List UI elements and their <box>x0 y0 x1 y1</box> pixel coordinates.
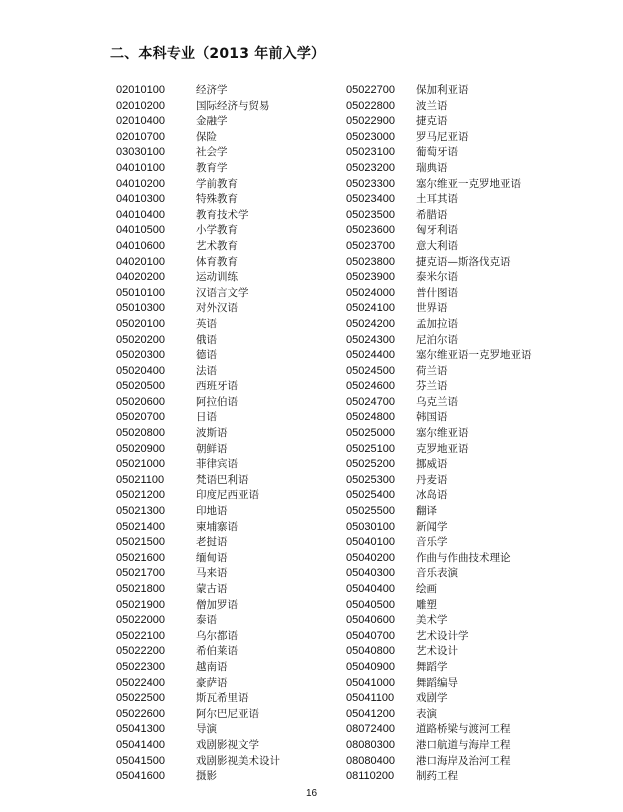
major-code: 05023000 <box>346 130 395 143</box>
major-code: 05024500 <box>346 364 395 377</box>
major-code: 05040700 <box>346 629 395 642</box>
major-code: 08080400 <box>346 754 395 767</box>
major-name: 教育学 <box>196 161 228 174</box>
major-name: 乌尔都语 <box>196 629 238 642</box>
major-name: 国际经济与贸易 <box>196 99 270 112</box>
major-row <box>346 488 606 504</box>
major-code: 05022800 <box>346 99 395 112</box>
major-code: 05024800 <box>346 411 395 424</box>
major-row <box>116 457 376 473</box>
major-code: 05041000 <box>346 676 395 689</box>
major-name: 特殊教育 <box>196 193 238 206</box>
major-name: 雕塑 <box>416 598 437 611</box>
major-name: 泰语 <box>196 614 217 627</box>
major-row <box>116 239 376 255</box>
major-name: 音乐学 <box>416 536 448 549</box>
major-row <box>116 707 376 723</box>
major-code: 05041200 <box>346 707 395 720</box>
major-row <box>346 535 606 551</box>
major-row <box>116 566 376 582</box>
major-name: 朝鲜语 <box>196 442 228 455</box>
major-code: 05040500 <box>346 598 395 611</box>
major-name: 乌克兰语 <box>416 395 458 408</box>
major-row <box>116 270 376 286</box>
major-row <box>116 192 376 208</box>
major-code: 05023600 <box>346 224 395 237</box>
major-code: 05024200 <box>346 317 395 330</box>
major-row <box>116 348 376 364</box>
major-code: 05022100 <box>116 629 165 642</box>
major-name: 波兰语 <box>416 99 448 112</box>
major-code: 05040900 <box>346 660 395 673</box>
major-row <box>346 582 606 598</box>
major-code: 05020300 <box>116 349 165 362</box>
major-code: 02010700 <box>116 130 165 143</box>
major-row <box>116 722 376 738</box>
major-name: 芬兰语 <box>416 380 448 393</box>
major-name: 美术学 <box>416 614 448 627</box>
major-name: 艺术教育 <box>196 239 238 252</box>
major-name: 学前教育 <box>196 177 238 190</box>
page-number: 16 <box>305 788 318 799</box>
major-row <box>346 457 606 473</box>
major-row <box>346 629 606 645</box>
major-row <box>116 691 376 707</box>
major-name: 马来语 <box>196 567 228 580</box>
major-row <box>116 754 376 770</box>
major-name: 捷克语 <box>416 115 448 128</box>
major-name: 金融学 <box>196 115 228 128</box>
major-name: 港口海岸及治河工程 <box>416 754 511 767</box>
major-name: 蒙古语 <box>196 583 228 595</box>
major-name: 罗马尼亚语 <box>416 130 469 143</box>
major-name: 小学教育 <box>196 224 238 237</box>
major-row <box>346 769 606 785</box>
major-row <box>116 379 376 395</box>
major-code: 05023800 <box>346 255 395 268</box>
major-code: 04010200 <box>116 177 165 190</box>
major-name: 冰岛语 <box>416 489 448 502</box>
major-code: 05022600 <box>116 707 165 720</box>
major-code: 05021700 <box>116 567 165 580</box>
major-code: 05040800 <box>346 645 395 658</box>
major-name: 表演 <box>416 707 437 720</box>
major-row <box>116 177 376 193</box>
major-row <box>346 707 606 723</box>
major-code: 05021400 <box>116 520 165 533</box>
major-code: 05021300 <box>116 505 165 518</box>
major-row <box>116 286 376 302</box>
major-row <box>116 738 376 754</box>
major-row <box>116 504 376 520</box>
major-row <box>346 691 606 707</box>
major-row <box>346 722 606 738</box>
major-name: 阿尔巴尼亚语 <box>196 707 259 720</box>
major-row <box>116 364 376 380</box>
major-name: 新闻学 <box>416 520 448 533</box>
major-code: 05022500 <box>116 692 165 705</box>
major-row <box>346 551 606 567</box>
major-name: 体育教育 <box>196 255 238 268</box>
major-name: 印度尼西亚语 <box>196 489 259 502</box>
major-code: 05041300 <box>116 723 165 736</box>
major-name: 戏剧影视文学 <box>196 738 259 751</box>
major-row <box>346 660 606 676</box>
major-row <box>346 99 606 115</box>
major-code: 04020200 <box>116 271 165 284</box>
major-row <box>346 473 606 489</box>
major-name: 舞蹈编导 <box>416 676 458 689</box>
major-name: 西班牙语 <box>196 380 238 393</box>
major-row <box>346 364 606 380</box>
major-row <box>346 598 606 614</box>
major-code: 05020400 <box>116 364 165 377</box>
major-code: 05023900 <box>346 271 395 284</box>
major-code: 05020500 <box>116 380 165 393</box>
major-code: 05023700 <box>346 239 395 252</box>
major-name: 孟加拉语 <box>416 317 458 330</box>
major-row <box>116 410 376 426</box>
major-code: 05040200 <box>346 551 395 564</box>
major-row <box>346 348 606 364</box>
major-code: 05021200 <box>116 489 165 502</box>
major-code: 05021800 <box>116 583 165 595</box>
major-row <box>116 317 376 333</box>
major-code: 05021100 <box>116 473 165 486</box>
major-row <box>346 410 606 426</box>
major-row <box>346 130 606 146</box>
major-row <box>116 769 376 785</box>
major-name: 翻译 <box>416 505 437 518</box>
major-name: 道路桥梁与渡河工程 <box>416 723 511 736</box>
major-code: 05023500 <box>346 208 395 221</box>
major-name: 制药工程 <box>416 770 458 783</box>
major-code: 05024600 <box>346 380 395 393</box>
major-name: 豪萨语 <box>196 676 228 689</box>
major-row <box>116 426 376 442</box>
major-row <box>116 629 376 645</box>
major-row <box>116 161 376 177</box>
major-name: 老挝语 <box>196 536 228 549</box>
major-name: 普什图语 <box>416 286 458 299</box>
major-row <box>116 130 376 146</box>
major-name: 意大利语 <box>416 239 458 252</box>
major-row <box>116 333 376 349</box>
major-code: 05022700 <box>346 84 395 96</box>
major-name: 波斯语 <box>196 427 228 440</box>
major-code: 05010300 <box>116 302 165 315</box>
major-row <box>346 192 606 208</box>
major-code: 04010100 <box>116 161 165 174</box>
major-row <box>346 395 606 411</box>
major-name: 戏剧学 <box>416 692 448 705</box>
major-code: 05040400 <box>346 583 395 595</box>
major-code: 05023300 <box>346 177 395 190</box>
major-name: 塞尔维亚语 <box>416 427 469 440</box>
major-row <box>116 442 376 458</box>
major-name: 克罗地亚语 <box>416 442 469 455</box>
major-row <box>116 676 376 692</box>
major-name: 英语 <box>196 317 217 330</box>
major-code: 05022000 <box>116 614 165 627</box>
major-code: 08072400 <box>346 723 395 736</box>
major-name: 匈牙利语 <box>416 224 458 237</box>
major-code: 04020100 <box>116 255 165 268</box>
major-name: 土耳其语 <box>416 193 458 206</box>
major-code: 05022900 <box>346 115 395 128</box>
major-name: 丹麦语 <box>416 473 448 486</box>
major-code: 05025500 <box>346 505 395 518</box>
major-code: 05022200 <box>116 645 165 658</box>
major-code: 05010100 <box>116 286 165 299</box>
major-name: 荷兰语 <box>416 364 448 377</box>
major-row <box>346 644 606 660</box>
major-code: 02010400 <box>116 115 165 128</box>
major-code: 05025100 <box>346 442 395 455</box>
major-code: 05020600 <box>116 395 165 408</box>
major-name: 挪威语 <box>416 458 448 471</box>
major-name: 保加利亚语 <box>416 84 469 96</box>
major-name: 斯瓦希里语 <box>196 692 249 705</box>
major-row <box>116 598 376 614</box>
major-name: 日语 <box>196 411 217 424</box>
major-code: 05041600 <box>116 770 165 783</box>
major-row <box>346 286 606 302</box>
major-row <box>346 333 606 349</box>
major-row <box>346 754 606 770</box>
major-name: 作曲与作曲技术理论 <box>416 551 511 564</box>
major-name: 汉语言文学 <box>196 286 249 299</box>
major-row <box>346 239 606 255</box>
major-row <box>116 83 376 99</box>
major-code: 04010300 <box>116 193 165 206</box>
major-code: 05020200 <box>116 333 165 346</box>
major-name: 社会学 <box>196 146 228 159</box>
major-code: 05021500 <box>116 536 165 549</box>
major-name: 保险 <box>196 130 217 143</box>
major-row <box>116 301 376 317</box>
major-name: 缅甸语 <box>196 551 228 564</box>
major-row <box>346 613 606 629</box>
major-row <box>346 520 606 536</box>
major-name: 法语 <box>196 364 217 377</box>
major-row <box>346 442 606 458</box>
major-name: 印地语 <box>196 505 228 518</box>
major-name: 艺术设计 <box>416 645 458 658</box>
major-name: 梵语巴利语 <box>196 473 249 486</box>
major-row <box>346 566 606 582</box>
major-code: 05041400 <box>116 738 165 751</box>
major-code: 05041500 <box>116 754 165 767</box>
major-name: 塞尔维亚语一克罗地亚语 <box>416 349 532 362</box>
major-row <box>116 488 376 504</box>
major-row <box>116 395 376 411</box>
major-name: 经济学 <box>196 84 228 96</box>
major-code: 05020800 <box>116 427 165 440</box>
major-name: 音乐表演 <box>416 567 458 580</box>
major-row <box>346 426 606 442</box>
major-code: 05040600 <box>346 614 395 627</box>
major-name: 瑞典语 <box>416 161 448 174</box>
major-name: 希伯莱语 <box>196 645 238 658</box>
major-row <box>346 270 606 286</box>
major-row <box>116 255 376 271</box>
major-row <box>346 145 606 161</box>
major-code: 05021000 <box>116 458 165 471</box>
major-row <box>346 317 606 333</box>
major-row <box>116 644 376 660</box>
major-name: 泰米尔语 <box>416 271 458 284</box>
major-row <box>346 223 606 239</box>
major-row <box>116 660 376 676</box>
major-row <box>116 551 376 567</box>
major-row <box>116 114 376 130</box>
major-code: 05024300 <box>346 333 395 346</box>
major-row <box>116 520 376 536</box>
left-major-list <box>116 83 376 785</box>
major-name: 导演 <box>196 723 217 736</box>
major-code: 05021900 <box>116 598 165 611</box>
major-code: 04010600 <box>116 239 165 252</box>
major-code: 05021600 <box>116 551 165 564</box>
major-code: 05025000 <box>346 427 395 440</box>
major-code: 05040100 <box>346 536 395 549</box>
major-code: 05025200 <box>346 458 395 471</box>
major-code: 05024700 <box>346 395 395 408</box>
major-code: 05024100 <box>346 302 395 315</box>
major-code: 05023400 <box>346 193 395 206</box>
major-name: 港口航道与海岸工程 <box>416 738 511 751</box>
major-code: 05040300 <box>346 567 395 580</box>
major-code: 05024400 <box>346 349 395 362</box>
major-row <box>116 145 376 161</box>
major-name: 绘画 <box>416 583 437 595</box>
major-name: 戏剧影视美术设计 <box>196 754 280 767</box>
major-name: 希腊语 <box>416 208 448 221</box>
major-name: 韩国语 <box>416 411 448 424</box>
major-code: 04010400 <box>116 208 165 221</box>
major-code: 05023100 <box>346 146 395 159</box>
major-code: 08080300 <box>346 738 395 751</box>
major-row <box>346 379 606 395</box>
major-row <box>346 301 606 317</box>
major-name: 尼泊尔语 <box>416 333 458 346</box>
major-name: 菲律宾语 <box>196 458 238 471</box>
right-major-list <box>346 83 606 785</box>
major-code: 05041100 <box>346 692 395 705</box>
major-name: 僧加罗语 <box>196 598 238 611</box>
major-row <box>116 99 376 115</box>
major-name: 摄影 <box>196 770 217 783</box>
major-code: 05025300 <box>346 473 395 486</box>
major-code: 03030100 <box>116 146 165 159</box>
major-code: 04010500 <box>116 224 165 237</box>
major-code: 05023200 <box>346 161 395 174</box>
major-row <box>346 255 606 271</box>
major-name: 越南语 <box>196 660 228 673</box>
major-name: 舞蹈学 <box>416 660 448 673</box>
major-name: 教育技术学 <box>196 208 249 221</box>
major-code: 05020700 <box>116 411 165 424</box>
major-code: 05020100 <box>116 317 165 330</box>
major-code: 02010200 <box>116 99 165 112</box>
major-row <box>116 208 376 224</box>
major-row <box>346 114 606 130</box>
major-code: 05022300 <box>116 660 165 673</box>
major-name: 德语 <box>196 349 217 362</box>
major-name: 俄语 <box>196 333 217 346</box>
major-name: 艺术设计学 <box>416 629 469 642</box>
major-row <box>346 504 606 520</box>
major-row <box>116 223 376 239</box>
major-name: 塞尔维亚一克罗地亚语 <box>416 177 521 190</box>
major-code: 05025400 <box>346 489 395 502</box>
major-row <box>346 83 606 99</box>
major-row <box>346 161 606 177</box>
major-name: 阿拉伯语 <box>196 395 238 408</box>
major-name: 世界语 <box>416 302 448 315</box>
major-code: 02010100 <box>116 84 165 96</box>
major-code: 05024000 <box>346 286 395 299</box>
major-name: 柬埔寨语 <box>196 520 238 533</box>
section-heading: 二、本科专业（2013 年前入学） <box>110 46 326 62</box>
major-code: 05020900 <box>116 442 165 455</box>
major-row <box>116 613 376 629</box>
major-name: 葡萄牙语 <box>416 146 458 159</box>
major-name: 捷克语—斯洛伐克语 <box>416 255 511 268</box>
major-row <box>346 738 606 754</box>
major-code: 08110200 <box>346 770 395 783</box>
major-code: 05022400 <box>116 676 165 689</box>
major-row <box>346 676 606 692</box>
major-row <box>116 535 376 551</box>
major-row <box>116 582 376 598</box>
major-row <box>346 177 606 193</box>
major-row <box>116 473 376 489</box>
major-code: 05030100 <box>346 520 395 533</box>
major-name: 运动训练 <box>196 271 238 284</box>
major-row <box>346 208 606 224</box>
major-name: 对外汉语 <box>196 302 238 315</box>
